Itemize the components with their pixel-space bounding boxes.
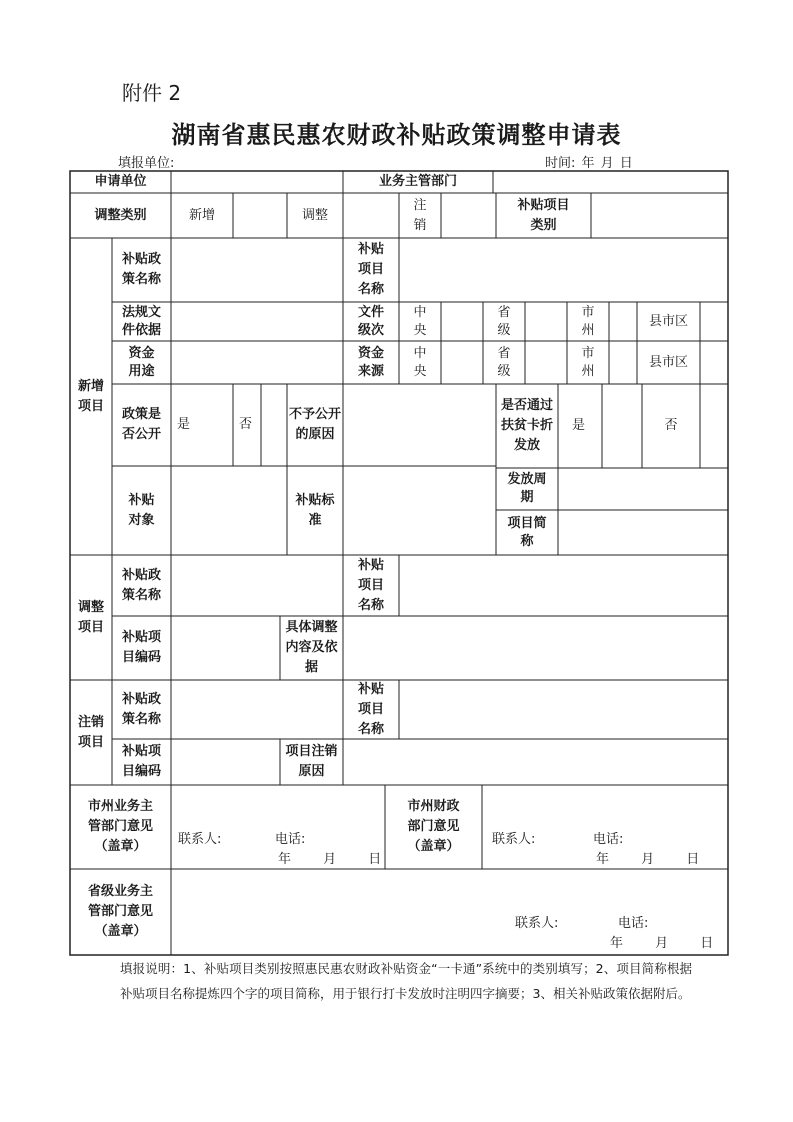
public-no: 否	[239, 417, 253, 432]
filling-unit-label: 填报单位:	[118, 156, 175, 171]
one-card-yes: 是	[572, 418, 586, 433]
one-card-no: 否	[664, 418, 678, 433]
section-new-items: 新增项目	[77, 378, 104, 414]
city-finance-opinion-label: 市州财政部门意见（盖章）	[407, 799, 460, 854]
adjust-type-label: 调整类别	[94, 207, 147, 223]
prov-dept-contact: 联系人:	[515, 916, 559, 931]
subsidy-standard-label: 补贴标准	[295, 492, 335, 528]
applicant-unit-label: 申请单位	[94, 174, 147, 189]
subsidy-target-label: 补贴对象	[128, 492, 155, 528]
source-city: 市州	[581, 345, 595, 379]
city-dept-contact: 联系人:	[178, 832, 222, 847]
law-basis-label: 法规文件依据	[121, 304, 161, 338]
item-abbrev-label: 项目简称	[507, 515, 547, 549]
adjust-policy-name-label: 补贴政策名称	[121, 567, 161, 603]
fund-source-label: 资金来源	[357, 345, 384, 379]
adjust-item-code-label: 补贴项目编码	[121, 630, 161, 665]
supervising-dept-label: 业务主管部门	[378, 174, 457, 189]
level-county: 县市区	[648, 313, 688, 329]
doc-level-label: 文件级次	[357, 304, 384, 338]
one-card-label: 是否通过扶贫卡折发放	[500, 398, 553, 453]
policy-public-label: 政策是否公开	[121, 407, 161, 442]
level-city: 市州	[581, 304, 595, 338]
public-yes: 是	[177, 417, 191, 432]
source-central: 中央	[413, 345, 427, 379]
attachment-label: 附件 2	[122, 81, 182, 105]
not-public-reason-label: 不予公开的原因	[288, 407, 341, 442]
form-title: 湖南省惠民惠农财政补贴政策调整申请表	[171, 120, 622, 149]
prov-dept-phone: 电话:	[618, 916, 649, 931]
city-finance-date: 年 月 日	[596, 852, 700, 867]
cancel-reason-label: 项目注销原因	[285, 744, 338, 779]
section-cancel-items: 注销项目	[77, 714, 104, 750]
filling-notes: 填报说明：1、补贴项目类别按照惠民惠农财政补贴资金“一卡通”系统中的类别填写；2、项目简称根据补贴项目名称提炼四个字的项目简称，用于银行打卡发放时注明四字摘要；3、相关补贴政策依据附后。	[120, 961, 692, 1001]
cancel-policy-name-label: 补贴政策名称	[121, 691, 161, 727]
option-add: 新增	[188, 207, 215, 223]
source-provincial: 省级	[497, 345, 511, 379]
fund-use-label: 资金用途	[128, 345, 155, 379]
cancel-item-code-label: 补贴项目编码	[121, 744, 161, 779]
new-item-name-label: 补贴项目名称	[357, 242, 384, 297]
prov-dept-date: 年 月 日	[610, 936, 714, 951]
level-central: 中央	[413, 304, 427, 338]
city-dept-opinion-label: 市州业务主管部门意见（盖章）	[88, 799, 154, 854]
section-adjust-items: 调整项目	[77, 599, 104, 635]
level-provincial: 省级	[497, 304, 511, 338]
city-finance-contact: 联系人:	[492, 832, 536, 847]
payment-cycle-label: 发放周期	[507, 472, 547, 505]
option-adjust: 调整	[301, 207, 328, 223]
adjust-content-label: 具体调整内容及依据	[285, 620, 338, 675]
city-finance-phone: 电话:	[593, 832, 624, 847]
source-county: 县市区	[648, 354, 688, 370]
option-cancel: 注销	[413, 197, 427, 233]
city-dept-date: 年 月 日	[278, 852, 382, 867]
date-label: 时间: 年 月 日	[545, 156, 633, 171]
new-policy-name-label: 补贴政策名称	[121, 252, 161, 287]
city-dept-phone: 电话:	[275, 832, 306, 847]
cancel-item-name-label: 补贴项目名称	[357, 681, 384, 737]
adjust-item-name-label: 补贴项目名称	[357, 557, 384, 613]
prov-dept-opinion-label: 省级业务主管部门意见（盖章）	[88, 884, 154, 939]
subsidy-category-label: 补贴项目类别	[517, 197, 570, 233]
